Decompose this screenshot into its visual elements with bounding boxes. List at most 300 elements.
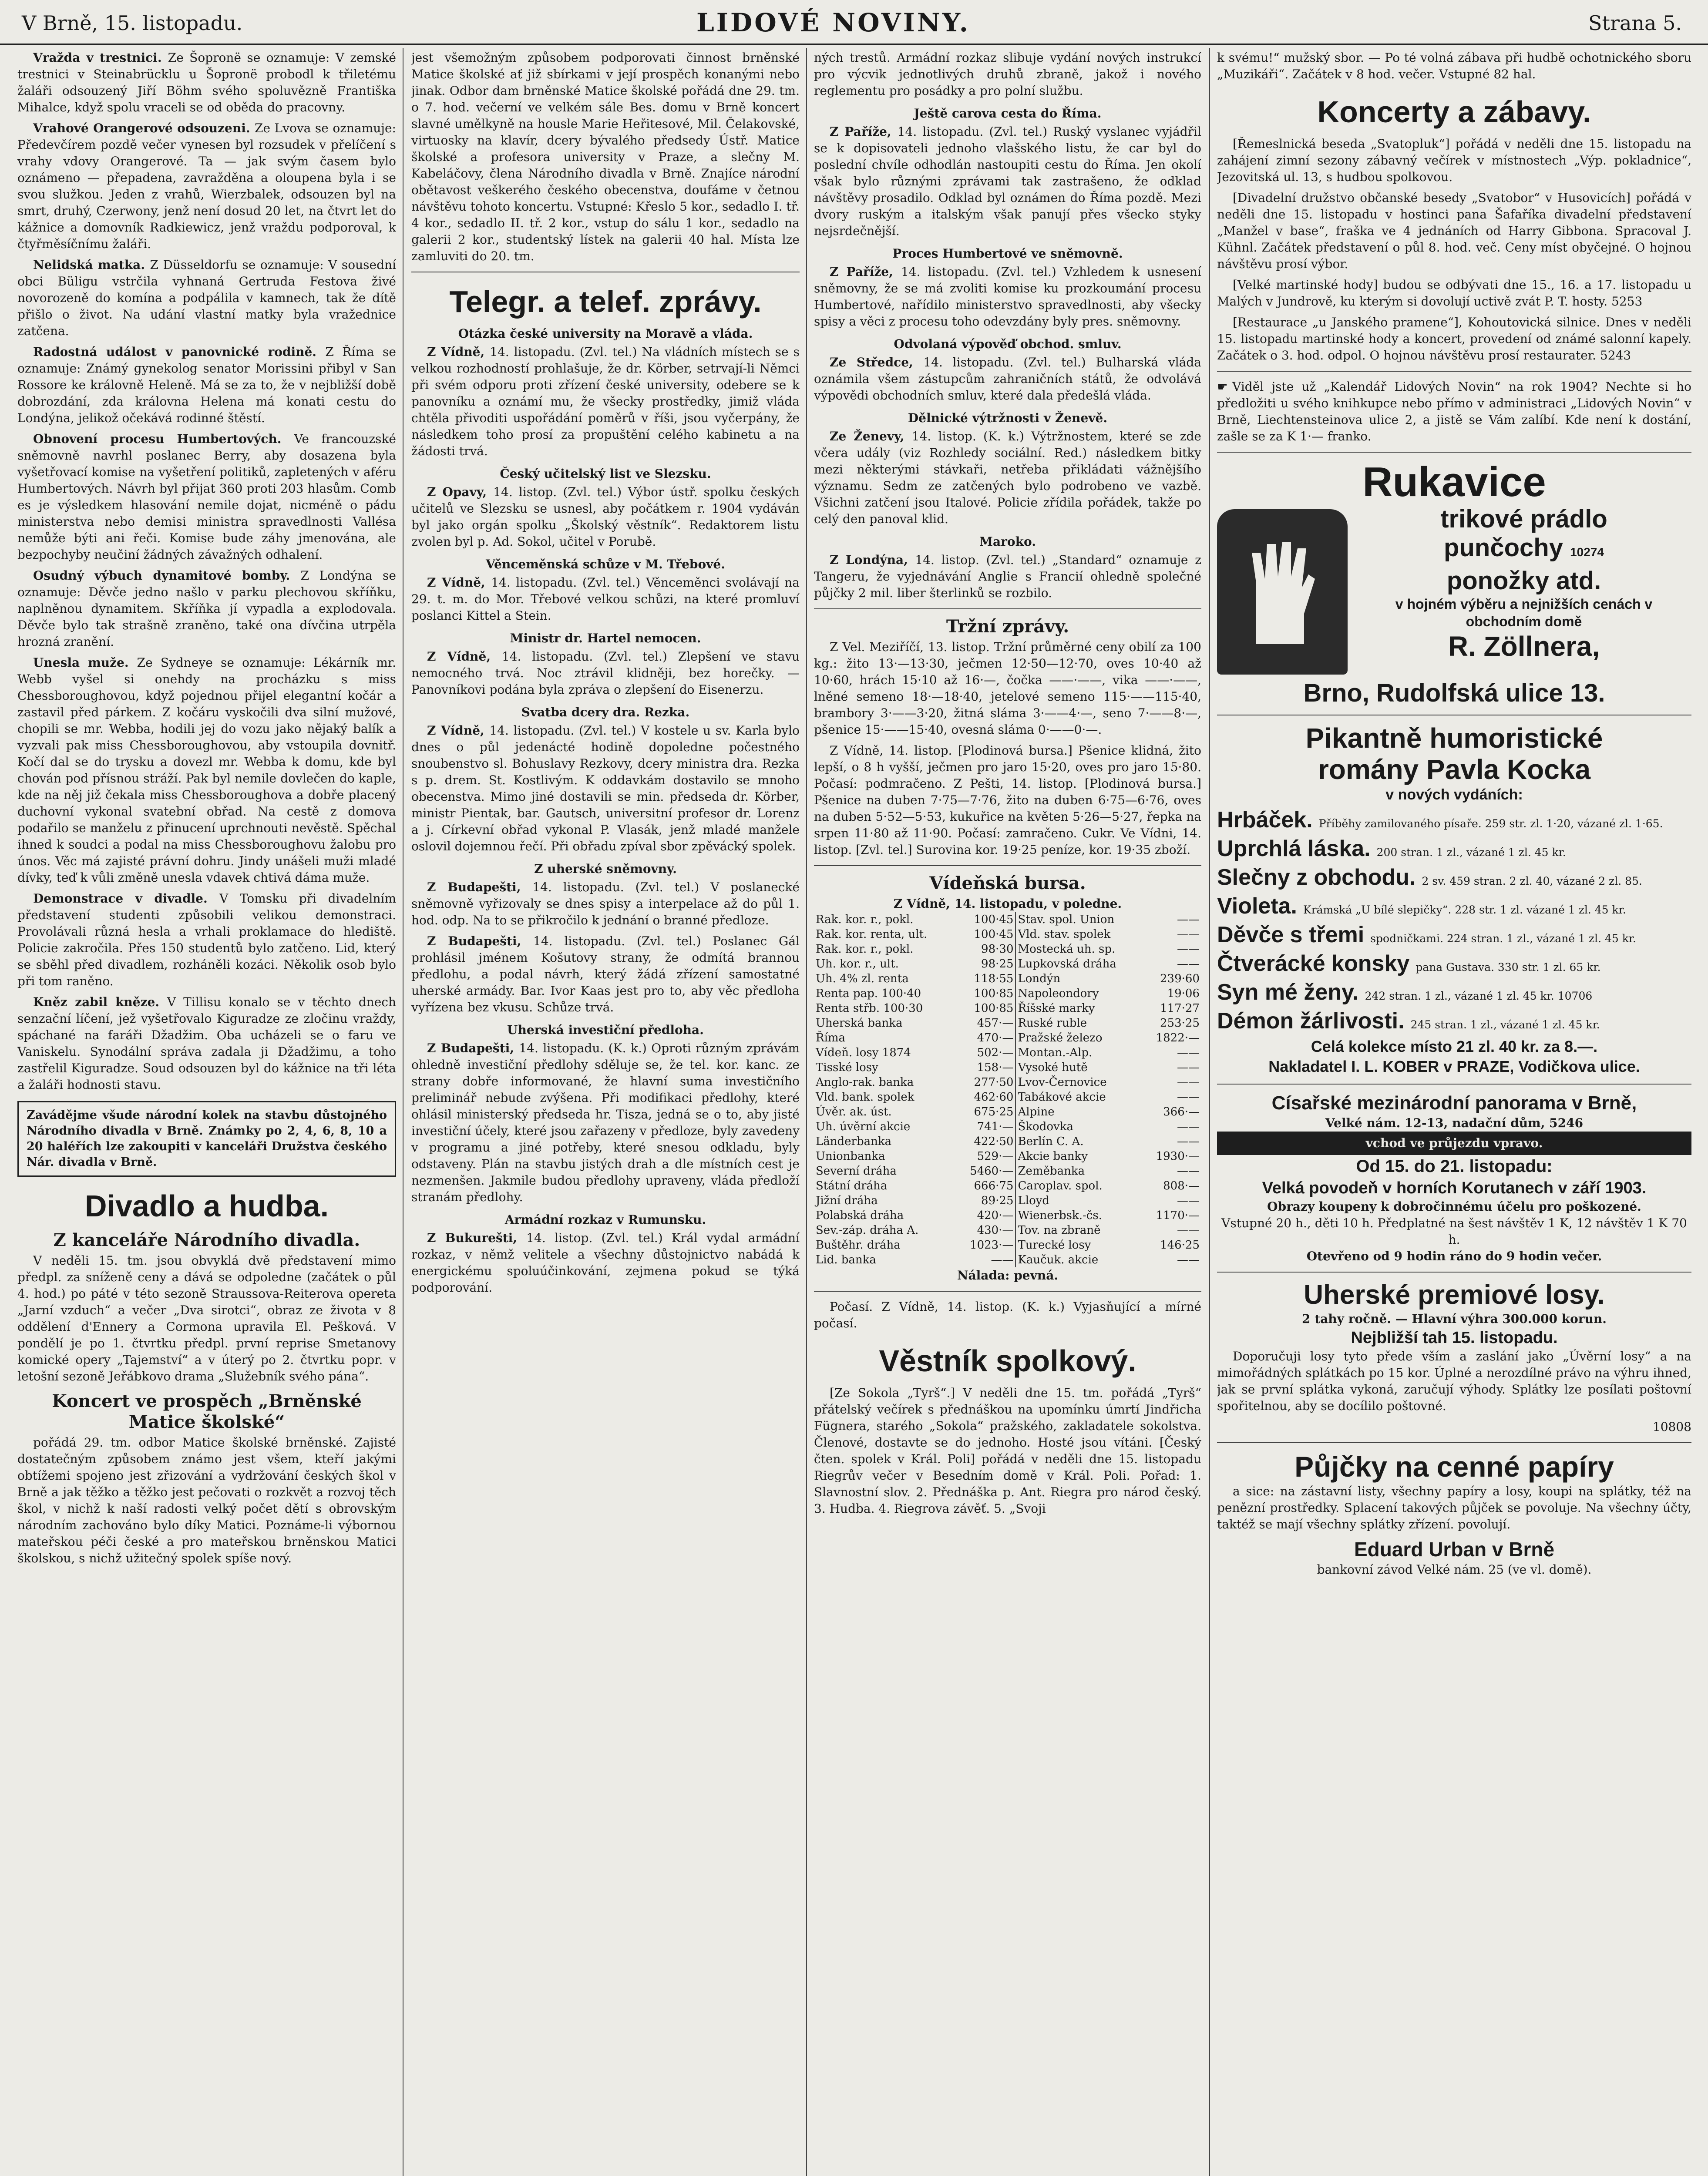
bourse-row <box>814 986 1201 1001</box>
column-1 <box>17 50 396 2176</box>
telegram-dateline: Z Londýna, <box>830 553 915 567</box>
telegram-heading: Armádní rozkaz v Rumunsku. <box>504 1212 706 1227</box>
bourse-name: Uh. 4% zl. renta <box>816 972 909 985</box>
bourse-value: 239·60 <box>1160 972 1200 985</box>
telegram-body: 14. listopadu. (Zvl. tel.) Na vládních místech se s velkou rozhodností prohlašuje, že dr. Körber, setrvají-li Němci při svém odporu proti zřízení české university, odebere se k panovníku a oznámí mu, že všecky prostředky, jimiž vláda chtěla přivoditi uspořádání poměrů v říši, jsou vyčerpány, že následkem toho prosí za propuštění celého kabinetu a na žádosti trvá. <box>411 345 800 458</box>
telegram-heading: Odvolaná výpověď obchod. smluv. <box>894 337 1122 351</box>
bourse-value: —— <box>1177 913 1200 926</box>
page-header <box>0 0 1708 45</box>
bourse-name: Akcie banky <box>1018 1150 1088 1163</box>
telegram-dateline: Z Budapešti, <box>427 880 533 894</box>
bourse-name: Vídeň. losy 1874 <box>816 1046 911 1059</box>
divider <box>1217 1084 1691 1085</box>
telegram-dateline: Z Vídně, <box>427 723 490 738</box>
book-entry <box>1217 807 1691 833</box>
article-body: k svému!“ mužský sbor. — Po té volná zábava při hudbě ochotnického sboru „Muzikáři“. Začátek v 8 hod. večer. Vstupné 82 hal. <box>1217 50 1691 81</box>
bourse-name: Lloyd <box>1018 1194 1050 1207</box>
news-body: Z Říma se oznamuje: Známý gynekolog senator Morissini přibyl v San Rossore ke královně Heleně. Má se za to, že v nejbližší době dobrozdání, zda královna Helena má konati cestu do Londýna, jelikož očekává rodinné štěstí. <box>17 345 396 425</box>
telegram-dateline: Z Paříže, <box>830 265 901 279</box>
divider <box>1217 371 1691 372</box>
news-body: Z Londýna se oznamuje: Děvče jedno našlo v parku plechovou skříňku, naplněnou dynamitem. Skříňka jí vypadla a explodovala. Děvče bylo tak strašně zraněno, také ona dívčina utrpěla hrozná zranění. <box>17 568 396 649</box>
bourse-name: Říšské marky <box>1018 1002 1095 1015</box>
news-item <box>17 257 396 339</box>
telegram-body: 14. listop. (K. k.) Výtržnostem, které se zde včera udály (viz Rozhledy sociální. Red.) následkem bitky mezi některými stávkaři, netřeba přikládati vážnějšího významu. Sedm ze zatčených bylo podrobeno ve vazbě. Všichni zatčení jsou Italové. Policie zřídila pořádek, takže po celý den panoval klid. <box>814 429 1201 526</box>
bourse-name: Tov. na zbraně <box>1018 1224 1101 1237</box>
telegram-item <box>411 1230 800 1296</box>
telegram-heading: Ministr dr. Hartel nemocen. <box>510 631 701 645</box>
ad-address: bankovní závod Velké nám. 25 (ve vl. domě). <box>1317 1562 1592 1577</box>
bourse-value: —— <box>1177 1194 1200 1207</box>
news-title: Nelidská matka. <box>33 258 150 272</box>
bourse-name: Renta pap. 100·40 <box>816 987 921 1000</box>
news-title: Kněz zabil kněze. <box>33 995 167 1009</box>
column-rule <box>806 48 807 2176</box>
glove-illustration <box>1217 509 1348 675</box>
bourse-value: —— <box>1177 1061 1200 1074</box>
column-3 <box>814 50 1201 2176</box>
bourse-name: Vld. stav. spolek <box>1018 928 1111 941</box>
telegram-item <box>814 124 1201 239</box>
bourse-name: Státní dráha <box>816 1179 888 1192</box>
divider <box>814 865 1201 866</box>
book-desc: pana Gustava. 330 str. 1 zl. 65 kr. <box>1415 961 1601 974</box>
bourse-value: —— <box>1177 1091 1200 1104</box>
bourse-name: Škodovka <box>1018 1120 1073 1133</box>
bourse-name: Uh. kor. r., ult. <box>816 957 899 970</box>
bourse-value: 430·— <box>957 1223 1016 1238</box>
bourse-name: Vld. bank. spolek <box>816 1091 915 1104</box>
ad-title: romány Pavla Kocka <box>1318 754 1591 785</box>
ad-address: Velké nám. 12-13, nadační dům, 5246 <box>1325 1116 1584 1130</box>
bourse-row <box>814 1031 1201 1045</box>
article-body: ných trestů. Armádní rozkaz slibuje vydání nových instrukcí pro výcvik jednotlivých druhů zbraně, jakož i nového reglementu pro posádky a pro polní službu. <box>814 50 1201 98</box>
bourse-value: 253·25 <box>1160 1017 1200 1030</box>
news-item <box>17 431 396 563</box>
bourse-row <box>814 1119 1201 1134</box>
telegram-item <box>411 722 800 855</box>
book-title: Děvče s třemi <box>1217 922 1365 947</box>
bourse-value: 1822·— <box>1156 1031 1200 1044</box>
news-body: Ve francouzské sněmovně navrhl poslanec Berry, aby dosazena byla vyšetřovací komise na vyšetření politiků, zapletených v aféru Humbertových. Návrh byl přijat 360 proti 203 hlasům. Comb es je výsledkem hlasování nemile dojat, nicméně o pádu ministerstva nebo demisi ministra spravedlnosti Vallésa nemůže býti ani řeči. Komise bude záhy jmenována, ale bezpochyby neučiní žádných závažných odhalení. <box>17 432 396 562</box>
book-title: Violeta. <box>1217 893 1298 919</box>
bourse-value: 470·— <box>957 1031 1016 1045</box>
article-body: [Ze Sokola „Tyrš“.] V neděli dne 15. tm. pořádá „Tyrš“ přátelský večírek s přednáškou na upomínku úmrtí Jindřicha Fügnera, starého „Sokola“ pražského, zakladatele sokolstva. Členové, dostavte se do jednoho. Hosté jsou vítáni. [Český čten. spolek v Král. Poli] pořádá v neděli dne 15. listopadu Riegrův večer v Besedním domě v Král. Poli. Pořad: 1. Slavnostní slov. 2. Přednáška p. Ant. Riegra pro národ český. 3. Hudba. 4. Riegrova závěť. 5. „Svoji <box>814 1386 1201 1516</box>
bourse-value: —— <box>1177 1046 1200 1059</box>
telegram-dateline: Z Opavy, <box>427 485 494 499</box>
news-body: V Tillisu konalo se v těchto dnech senzační líčení, jež vyšetřovalo Kiguradze ze zločinu vraždy, spáchané na faráři Džadžim. Oba ucházeli se o faru ve Vaniskelu. Synodální správa zadala ji Džadžimu, a toho zastřelil Kiguradze. Soud odsouzen byl do kážnice na tři léta a žaláři hodnosti stavu. <box>17 995 396 1092</box>
book-title: Démon žárlivosti. <box>1217 1008 1405 1034</box>
bourse-row <box>814 1253 1201 1267</box>
bourse-name: Rak. kor. r., pokl. <box>816 943 914 956</box>
book-entry <box>1217 893 1691 919</box>
ad-body: Doporučuji losy tyto přede vším a zaslání jako „Úvěrní losy“ a na mimořádných splátkách po 15 kor. Úplné a nerozdílné právo na výhru ihned, jak se první splátka vykoná, zaručují výhody. Splátky lze posílati poštovní spořitelnou, aby se docílilo poštovné. <box>1217 1349 1691 1413</box>
news-title: Obnovení procesu Humbertových. <box>33 432 294 446</box>
telegram-item <box>411 344 800 460</box>
bourse-name: Caroplav. spol. <box>1018 1179 1103 1192</box>
page-number: Strana 5. <box>1588 11 1682 35</box>
news-body: Ze Šopronë se oznamuje: V zemské trestnici v Steinabrücklu u Šopronë probodl k třiletému žaláři odsouzený Jiří Böhm svého spoluvězně Františka Mihalce, když spolu vraceli se od oběda do pracovny. <box>17 50 396 114</box>
bourse-value: 529·— <box>957 1149 1016 1164</box>
ad-dates: Od 15. do 21. listopadu: <box>1356 1157 1553 1176</box>
divider <box>1217 452 1691 453</box>
event-item: [Řemeslnická beseda „Svatopluk“] pořádá v neděli dne 15. listopadu na zahájení zimní sezony zábavný večírek v místnostech „Výp. pokladnice“, Jezovitská ul. 13, s hudbou spolkovou. <box>1217 137 1691 184</box>
bourse-name: Unionbanka <box>816 1150 885 1163</box>
bourse-value: 462·60 <box>957 1090 1016 1105</box>
ad-kocka <box>1217 722 1691 1077</box>
pointing-hand-icon: ☛ <box>1217 379 1228 394</box>
bourse-name: Alpine <box>1018 1105 1055 1118</box>
bourse-name: Uherská banka <box>816 1017 903 1030</box>
telegram-item <box>411 574 800 624</box>
bourse-row <box>814 1149 1201 1164</box>
event-item: [Divadelní družstvo občanské besedy „Svatobor“ v Husovicích] pořádá v neděli dne 15. listopadu v hostinci pana Šafaříka divadelní představení „Manžel v base“, fraška ve 4 jednáních od Harry Gibbona. Spracoval J. Kühnl. Začátek představení o půl 8. hod. več. Ceny míst obyčejné. O hojnou návštěvu prosí výbor. <box>1217 191 1691 271</box>
bourse-value: 420·— <box>957 1208 1016 1223</box>
bourse-value: 146·25 <box>1160 1239 1200 1252</box>
book-entry <box>1217 836 1691 862</box>
telegram-body: 14. listopadu. (Zvl. tel.) Bulharská vláda oznámila všem zástupcům zahraničních států, že odvolává výpovědi obchodních smluv, které dala předešlá vláda. <box>814 355 1201 403</box>
bourse-value: 1023·— <box>957 1238 1016 1253</box>
ad-body: a sice: na zástavní listy, všechny papíry a losy, koupi na splátky, též na penězní prostředky. Splacení takových půjček se povoluje. Na všechny účty, taktéž se mají všechny splátky zřízení. povolují. <box>1217 1484 1691 1531</box>
section-title-telegraph: Telegr. a telef. zprávy. <box>449 285 762 319</box>
bourse-value: 422·50 <box>957 1134 1016 1149</box>
bourse-row <box>814 1208 1201 1223</box>
telegram-heading: Proces Humbertové ve sněmovně. <box>892 246 1123 261</box>
telegram-heading: Věnceměnská schůze v M. Třebové. <box>486 557 725 571</box>
bourse-value: —— <box>1177 957 1200 970</box>
bourse-value: 100·45 <box>957 927 1016 942</box>
book-desc: 2 sv. 459 stran. 2 zl. 40, vázané 2 zl. 85. <box>1422 875 1642 887</box>
column-rule <box>1209 48 1210 2176</box>
bourse-name: Rak. kor. r., pokl. <box>816 913 914 926</box>
ad-subtitle: 2 tahy ročně. — Hlavní výhra 300.000 korun. <box>1301 1312 1607 1326</box>
telegram-body: 14. listopadu. (Zvl. tel.) Vzhledem k usnesení sněmovny, že se má zvoliti komise ku prozkoumání procesu Humbertové, nařídilo ministerstvo spravedlnosti, aby všecky spisy a věci z procesu toho odevzdány byly pres. sněmovny. <box>814 265 1201 329</box>
news-body: Ze Lvova se oznamuje: Předevčírem pozdě večer vynesen byl rozsudek v přelíčení s vrahy vdovy Orangerové. Ta — jak svým časem bylo oznámeno — přepadena, zavražděna a oloupena byla i se svou služkou. Jeden z vrahů, Wierzbalek, odsouzen byl na smrt, druhý, Czerwony, jenž není dosud 20 let, na čtvrt let do kážnice a domovník Radkiewicz, jenž vraždu podporoval, k čtyřměsíčnímu žaláři. <box>17 121 396 251</box>
bourse-value: 741·— <box>957 1119 1016 1134</box>
bourse-value: —— <box>1177 928 1200 941</box>
book-entry <box>1217 950 1691 977</box>
bourse-value: 100·45 <box>957 912 1016 927</box>
bourse-name: Montan.-Alp. <box>1018 1046 1093 1059</box>
bourse-name: Pražské železo <box>1018 1031 1103 1044</box>
telegram-body: 14. listopadu. (Zvl. tel.) Ruský vyslanec vyjádřil se k dopisovateli jednoho vlašského listu, že car byl do poslední chvíle odhodlán nastoupiti cestu do Říma. Jen okolí však bylo různými zprávami tak zastrašeno, že odklad návštěvy prosadilo. Odklad byl oznámen do Říma pozdě. Mezi dvory ruským a italským však panují přes všecko styky nejsrdečnější. <box>814 124 1201 238</box>
bourse-value: —— <box>1177 943 1200 956</box>
news-title: Unesla muže. <box>33 655 137 670</box>
ad-publisher: Nakladatel I. L. KOBER v PRAZE, Vodičkova ulice. <box>1268 1058 1640 1075</box>
bourse-name: Ruské ruble <box>1018 1017 1087 1030</box>
news-items <box>17 50 396 1093</box>
bourse-name: Stav. spol. Union <box>1018 913 1115 926</box>
bourse-value: —— <box>1177 1165 1200 1178</box>
bourse-value: 100·85 <box>957 986 1016 1001</box>
ad-banner: vchod ve průjezdu vpravo. <box>1217 1132 1691 1155</box>
bourse-row <box>814 1016 1201 1031</box>
event-item: [Restaurace „u Janského pramene“], Kohoutovická silnice. Dnes v neděli 15. listopadu martinské hody a koncert, provedení od známé salonní kapely. Začátek o 3. hod. odpol. O hojnou návštěvu prosí restaurater. 5243 <box>1217 315 1691 363</box>
telegram-item <box>814 552 1201 601</box>
ad-number: 10808 <box>1652 1420 1691 1434</box>
bourse-value: 675·25 <box>957 1105 1016 1119</box>
bourse-value: 100·85 <box>957 1001 1016 1016</box>
telegram-body: 14. listopadu. (Zvl. tel.) Zlepšení ve stavu nemocného trvá. Noc ztrávil klidněji, bez horečky. — Panovníkovi podána byla zpráva o zlepšení do Eisenerzu. <box>411 649 800 697</box>
news-item <box>17 568 396 650</box>
section-title-concerts: Koncerty a zábavy. <box>1317 95 1591 129</box>
bourse-value: 5460·— <box>957 1164 1016 1179</box>
divider <box>1217 1442 1691 1443</box>
bourse-value: 277·50 <box>957 1075 1016 1090</box>
bourse-row <box>814 1134 1201 1149</box>
ad-next-draw: Nejbližší tah 15. listopadu. <box>1351 1329 1558 1347</box>
telegram-dateline: Z Budapešti, <box>427 1041 519 1055</box>
bourse-row <box>814 927 1201 942</box>
bourse-value: 89·25 <box>957 1193 1016 1208</box>
bourse-name: Turecké losy <box>1018 1239 1091 1252</box>
news-item <box>17 890 396 990</box>
bourse-name: Anglo-rak. banka <box>816 1076 914 1089</box>
ad-line: punčochy 10274 <box>1444 534 1604 562</box>
news-item <box>17 994 396 1093</box>
bourse-name: Severní dráha <box>816 1165 897 1178</box>
bourse-value: 118·55 <box>957 971 1016 986</box>
bourse-row <box>814 1193 1201 1208</box>
ad-line: trikové prádlo <box>1440 505 1607 533</box>
telegram-dateline: Z Vídně, <box>427 649 502 664</box>
subsection-title: Z kanceláře Národního divadla. <box>53 1230 360 1250</box>
telegram-body: 14. listopadu. (Zvl. tel.) Věnceměnci svolávají na 29. t. m. do Mor. Třebové velkou schůzi, na které promluví poslanci Kittel a Stein. <box>411 575 800 623</box>
ad-collection: Celá kolekce místo 21 zl. 40 kr. za 8.—. <box>1311 1038 1598 1055</box>
ad-title: Uherské premiové losy. <box>1304 1280 1605 1310</box>
event-item: [Velké martinské hody] budou se odbývati dne 15., 16. a 17. listopadu u Malých v Jundrově, ku kterým si dovolují uctivě zvát P. T. hosty. 5253 <box>1217 278 1691 309</box>
bourse-value: 117·27 <box>1160 1002 1200 1015</box>
calendar-ad: ☛ Viděl jste už „Kalendář Lidových Novin“ na rok 1904? Nechte si ho předložiti u svého knihkupce nebo přímo v administraci „Lidových Novin“ v Brně, Liechtensteinova ulice 2, a jistě se Vám zalíbí. Kde není k dostání, zašle se za K 1·— franko. <box>1217 379 1691 443</box>
divider <box>1217 1272 1691 1273</box>
ad-zollner <box>1217 460 1691 708</box>
telegram-item <box>411 648 800 698</box>
book-entry <box>1217 1008 1691 1034</box>
telegram-heading: Svatba dcery dra. Rezka. <box>521 705 690 719</box>
bourse-value: —— <box>1177 1135 1200 1148</box>
bourse-name: Vysoké hutě <box>1018 1061 1088 1074</box>
ad-feature: Velká povodeň v horních Korutanech v září 1903. <box>1262 1179 1647 1197</box>
news-item <box>17 655 396 886</box>
bourse-name: Jižní dráha <box>816 1194 878 1207</box>
book-entry <box>1217 864 1691 890</box>
book-title: Uprchlá láska. <box>1217 836 1371 861</box>
market-report: Z Vídně, 14. listop. [Plodinová bursa.] Pšenice klidná, žito lepší, o 8 h vyšší, ječmen pro jaro 15·20, oves pro jaro 15·80. Počasí: podmračeno. Z Pešti, 14. listop. [Plodinová bursa.] Pšenice na duben 7·75—7·76, žito na duben 6·75—6·76, oves na duben 5·52—5·53, kukuřice na květen 5·26—5·27, řepka na srpen 11·80 až 11·90. Počasí: zamračeno. Cukr. Ve Vídni, 14. listop. [Zvl. tel.] Surovina kor. 19·25 peníze, kor. 19·35 zboží. <box>814 743 1201 857</box>
news-title: Vražda v trestnici. <box>33 50 168 65</box>
bourse-row <box>814 1105 1201 1119</box>
book-desc: Příběhy zamilovaného písaře. 259 str. zl. 1·20, vázané zl. 1·65. <box>1318 817 1663 830</box>
bourse-name: Wienerbsk.-čs. <box>1018 1209 1102 1222</box>
telegram-heading: Otázka české university na Moravě a vláda. <box>458 326 753 341</box>
bourse-name: Úvěr. ak. úst. <box>816 1105 892 1118</box>
book-entry <box>1217 922 1691 948</box>
bourse-value: 666·75 <box>957 1179 1016 1193</box>
market-report: Z Vel. Meziříčí, 13. listop. Tržní průměrné ceny obilí za 100 kg.: žito 13·—13·30, ječmen 12·50—12·70, oves 10·40 až 10·60, hrách 15·10 až 16·—, čočka ——·——, vika ——·——, lněné semeno 18·—18·40, jetelové semeno 115·——115·40, brambory 3·——3·20, žitná sláma 3·——4·—, seno 7·——8·—, pšenice 15·——15·40, ovesná sláma 0·——0·—. <box>814 640 1201 737</box>
telegram-body: 14. listopadu. (Zvl. tel.) V kostele u sv. Karla bylo dnes o půl jedenácté hodině dopoledne počestného snoubenstvo sl. Bohuslavy Rezkovy, dcery ministra dra. Rezka s p. drem. St. Kostlivým. K oddavkám dostavilo se mnoho obecenstva. Mimo jiné dostavili se min. předseda dr. Körber, ministr Pientak, bar. Gautsch, universitní profesor dr. Lorenz a j. Církevní obřad vykonal P. Vlasák, jenž mladé manžele oslovil dojemnou řečí. Při obřadu zpíval sbor zpěvácký spolek. <box>411 723 800 853</box>
bourse-name: Lvov-Černovice <box>1018 1076 1107 1089</box>
section-title-market: Tržní zprávy. <box>946 616 1069 637</box>
news-title: Radostná událost v panovnické rodině. <box>33 345 326 359</box>
telegram-body: 14. listop. (Zvl. tel.) Výbor ústř. spolku českých učitelů ve Slezsku se usnesl, aby počátkem r. 1904 vydáván byl jako orgán spolku „Školský věstník“. Redaktorem listu zvolen byl p. Ad. Sokol, učitel v Porubě. <box>411 485 800 549</box>
bourse-name: Berlín C. A. <box>1018 1135 1084 1148</box>
telegram-heading: Dělnické výtržnosti v Ženevě. <box>908 411 1108 425</box>
book-title: Hrbáček. <box>1217 807 1313 833</box>
bourse-name: Tisské losy <box>816 1061 878 1074</box>
bourse-value: —— <box>1177 1120 1200 1133</box>
bourse-name: Mostecká uh. sp. <box>1018 943 1116 956</box>
telegram-item <box>814 354 1201 404</box>
telegram-item <box>411 1040 800 1206</box>
telegram-item <box>411 484 800 550</box>
bourse-row <box>814 1090 1201 1105</box>
bourse-name: Londýn <box>1018 972 1061 985</box>
ad-address: Brno, Rudolfská ulice 13. <box>1303 679 1605 707</box>
bourse-value: 366·— <box>1163 1105 1200 1118</box>
book-desc: Krámská „U bílé slepičky“. 228 str. 1 zl. vázané 1 zl. 45 kr. <box>1303 903 1626 916</box>
bourse-name: Napoleondory <box>1018 987 1099 1000</box>
ad-line: ponožky atd. <box>1446 567 1601 595</box>
ad-subtitle: v nových vydáních: <box>1385 786 1523 803</box>
book-entry <box>1217 979 1691 1005</box>
header-date: V Brně, 15. listopadu. <box>22 11 243 35</box>
telegram-list <box>411 326 800 1296</box>
ad-lottery <box>1217 1279 1691 1435</box>
news-item <box>17 344 396 426</box>
book-title: Slečny z obchodu. <box>1217 865 1416 890</box>
news-title: Vrahové Orangerové odsouzeni. <box>33 121 255 135</box>
ad-title: Půjčky na cenné papíry <box>1294 1451 1614 1483</box>
bourse-name: Sev.-záp. dráha A. <box>816 1224 919 1237</box>
article-body: V neděli 15. tm. jsou obvyklá dvě představení mimo předpl. za sníženě ceny a dává se odpoledne (začátek o půl 4. hod.) po páté v této sezoně Straussova-Reiterova opereta „Jarní vzduch“ a večer „Dva sirotci“, obraz ze života v 8 oddělení d'Ennery a Cormona upravila El. Pešková. V pondělí je po 1. čtvrtku předpl. první reprise Smetanovy komické opery „Tajemství“ a v úterý po 2. čtvrtku popr. v letošní sezoně Jeřábkovo drama „Služebník svého pána“. <box>17 1253 396 1384</box>
telegram-item <box>411 879 800 929</box>
bourse-row <box>814 1045 1201 1060</box>
bourse-name: Zeměbanka <box>1018 1165 1085 1178</box>
bourse-name: Říma <box>816 1031 846 1044</box>
bourse-name: Lupkovská dráha <box>1018 957 1116 970</box>
ad-title: Císařské mezinárodní panorama v Brně, <box>1271 1092 1637 1114</box>
telegram-heading: Český učitelský list ve Slezsku. <box>500 467 711 481</box>
bourse-row <box>814 1179 1201 1193</box>
telegram-body: 14. listopadu. (Zvl. tel.) V poslanecké sněmovně vyřizovaly se dnes spisy a interpelace až do půl 1. hod. odp. Na to se přikročilo k jednání o branné předloze. <box>411 880 800 927</box>
bourse-value: 98·30 <box>957 942 1016 957</box>
book-desc: 245 stran. 1 zl., vázané 1 zl. 45 kr. <box>1410 1018 1600 1031</box>
bourse-value: 1930·— <box>1156 1150 1200 1163</box>
book-desc: 200 stran. 1 zl., vázané 1 zl. 45 kr. <box>1376 846 1566 859</box>
section-title-divadlo: Divadlo a hudba. <box>84 1189 329 1223</box>
bourse-value: —— <box>1177 1224 1200 1237</box>
events-list <box>1217 136 1691 364</box>
telegram-dateline: Ze Středce, <box>830 355 924 369</box>
telegram-dateline: Ze Ženevy, <box>830 429 912 443</box>
bourse-name: Buštěhr. dráha <box>816 1239 901 1252</box>
bourse-value: 808·— <box>1163 1179 1200 1192</box>
bourse-name: Polabská dráha <box>816 1209 904 1222</box>
bourse-row <box>814 912 1201 927</box>
section-title-societies: Věstník spolkový. <box>879 1344 1136 1378</box>
bourse-name: Renta střb. 100·30 <box>816 1002 923 1015</box>
telegram-dateline: Z Vídně, <box>427 575 491 590</box>
column-2 <box>411 50 800 2176</box>
ad-price: Vstupné 20 h., děti 10 h. Předplatné na šest návštěv 1 K, 12 návštěv 1 K 70 h. <box>1221 1216 1687 1247</box>
bourse-value: —— <box>1177 1076 1200 1089</box>
bourse-row <box>814 957 1201 971</box>
bourse-row <box>814 1164 1201 1179</box>
bourse-subtitle: Z Vídně, 14. listopadu, v poledne. <box>893 897 1122 911</box>
bourse-value: 19·06 <box>1167 987 1200 1000</box>
masthead-title: LIDOVÉ NOVINY. <box>696 8 970 37</box>
ad-hours: Otevřeno od 9 hodin ráno do 9 hodin večer. <box>1306 1249 1602 1263</box>
telegram-heading: Uherská investiční předloha. <box>507 1023 704 1037</box>
ad-panorama <box>1217 1091 1691 1265</box>
news-body: V Tomsku při divadelním představení studenti způsobili velikou demonstraci. Provolávali různá hesla a vrhali proklamace do hlediště. Policie zakročila. Přes 150 studentů bylo zatčeno. Lid, který se sběhl před divadlem, rozháněli kozáci. Několik osob bylo při tom raněno. <box>17 891 396 988</box>
bourse-row <box>814 971 1201 986</box>
ad-desc: v hojném výběru a nejnižších cenách v obchodním domě <box>1395 596 1653 629</box>
news-item <box>17 50 396 116</box>
bourse-row <box>814 1001 1201 1016</box>
section-title-bourse: Vídeňská bursa. <box>929 873 1086 893</box>
telegram-body: 14. listopadu. (K. k.) Oproti různým zprávám ohledně investiční předlohy sděluje se, že tel. kor. kanc. ze strany dobře informované, že hlavní suma investičního preliminář nebude zvýšena. Při modifikaci předlohy, které ohlásil ministerský předseda hr. Tisza, jedná se o to, aby jisté investiční účely, které jsou zařazeny v předloze, byly zavedeny v programu a jiné potřeby, které snesou odkladu, byly odstaveny. Plán na stavbu jistých drah a dle místních cest je nezmenšen. Jakmile budou předlohy upraveny, vláda předloží stranám předlohy. <box>411 1041 800 1204</box>
telegram-heading: Z uherské sněmovny. <box>534 862 677 876</box>
telegram-list <box>814 105 1201 601</box>
bourse-row <box>814 942 1201 957</box>
book-list <box>1217 807 1691 1034</box>
ad-company: R. Zöllnera, <box>1448 631 1600 662</box>
news-title: Demonstrace v divadle. <box>33 891 220 906</box>
telegram-item <box>411 933 800 1016</box>
ad-note: Obrazy koupeny k dobročinnému účelu pro poškozené. <box>1267 1199 1641 1214</box>
bourse-row <box>814 1223 1201 1238</box>
bourse-name: Lid. banka <box>816 1253 876 1266</box>
bourse-value: 502·— <box>957 1045 1016 1060</box>
ad-title: Pikantně humoristické <box>1305 722 1603 754</box>
news-body: Z Düsseldorfu se oznamuje: V sousední obci Büligu vstrčila vyhnaná Gertruda Festova živé novorozeně do komína a podpálila v kamnech, tak že dítě přišlo o život. Na udání vlastní matky byla vražednice zatčena. <box>17 258 396 338</box>
telegram-body: 14. listop. (Zvl. tel.) Král vydal armádní rozkaz, v němž velitele a všechny důstojnictvo nabádá k energickému spoluúčinkování, zejmena pokud se týká podporování. <box>411 1231 800 1295</box>
bourse-value: 98·25 <box>957 957 1016 971</box>
bourse-value: —— <box>957 1253 1016 1267</box>
bourse-value: 1170·— <box>1156 1209 1200 1222</box>
ad-loans <box>1217 1450 1691 1578</box>
telegram-body: 14. listop. (Zvl. tel.) „Standard“ oznamuje z Tangeru, že vyjednávání Anglie s Francií ohledně společné půjčky 2 mil. liber šterlinků se rozbilo. <box>814 553 1201 600</box>
book-desc: 242 stran. 1 zl., vázané 1 zl. 45 kr. 10706 <box>1365 990 1593 1002</box>
news-title: Osudný výbuch dynamitové bomby. <box>33 568 301 583</box>
theatre-stamp-notice: Zavádějme všude národní kolek na stavbu důstojného Národního divadla v Brně. Známky po 2, 4, 6, 8, 10 a 20 haléřích lze zakoupiti v kanceláři Družstva českého Nár. divadla v Brně. <box>17 1101 396 1177</box>
bourse-name: Länderbanka <box>816 1135 892 1148</box>
bourse-table <box>814 912 1201 1267</box>
ad-company: Eduard Urban v Brně <box>1354 1538 1555 1561</box>
article-body: pořádá 29. tm. odbor Matice školské brněnské. Zajisté dostatečným způsobem známo jest všem, kteří jakými obtížemi spojeno jest zřizování a vydržování českých škol v Brně a jak těžko a těžko jest pečovati o rozkvět a rozvoj těch škol, v nichž k naší radosti velký počet dětí s obrovským národním zachováno bylo díky Matici. Poznáme-li výbornou mateřskou péči české a pro mateřskou brněnskou Matici školskou, s nichž užitečný spolek spíše nový. <box>17 1435 396 1565</box>
telegram-item <box>814 264 1201 330</box>
bourse-value: 158·— <box>957 1060 1016 1075</box>
bourse-name: Kaučuk. akcie <box>1018 1253 1099 1266</box>
telegram-dateline: Z Bukurešti, <box>427 1231 527 1245</box>
divider <box>814 1291 1201 1292</box>
book-title: Syn mé ženy. <box>1217 980 1359 1005</box>
article-body: jest všemožným způsobem podporovati činnost brněnské Matice školské ať již sbírkami v její prospěch konanými nebo jinak. Odbor dam brněnské Matice školské pořádá dne 29. tm. o 7. hod. večerní ve velkém sále Bes. domu v Brně koncert slavné umělkyně na housle Marie Heřitesové, Mil. Čelakovské, virtuosky na klavír, dcery bývalého předsedy Ústř. Matice školské a profesora university v Praze, a slečny M. Kabeláčovy, člena Národního divadla v Brně. Znajíce národní obětavost veškerého českého obecenstva, doufáme v četnou návštěvu tohoto koncertu. Vstupné: Křeslo 5 kor., sedadlo I. tř. 4 kor., sedadlo II. tř. 2 kor., vstup do sálu 1 kor., sedadlo na galerii 2 kor., studentský lístek na galerii 40 hal. Místa lze zamluviti do 20. tm. <box>411 50 800 263</box>
subsection-title: Koncert ve prospěch „Brněnské Matice školské“ <box>52 1391 362 1432</box>
bourse-name: Tabákové akcie <box>1018 1091 1106 1104</box>
bourse-row <box>814 1075 1201 1090</box>
market-mood: Nálada: pevná. <box>957 1268 1059 1283</box>
bourse-value: —— <box>1177 1253 1200 1266</box>
telegram-item <box>814 428 1201 527</box>
telegram-heading: Maroko. <box>979 534 1036 549</box>
column-4 <box>1217 50 1691 2176</box>
book-desc: spodničkami. 224 stran. 1 zl., vázané 1 zl. 45 kr. <box>1370 932 1637 945</box>
weather-report: Počasí. Z Vídně, 14. listop. (K. k.) Vyjasňující a mírné počasí. <box>814 1300 1201 1330</box>
ad-title: Rukavice <box>1362 459 1546 505</box>
bourse-value: 457·— <box>957 1016 1016 1031</box>
bourse-row <box>814 1060 1201 1075</box>
telegram-dateline: Z Vídně, <box>427 345 490 359</box>
